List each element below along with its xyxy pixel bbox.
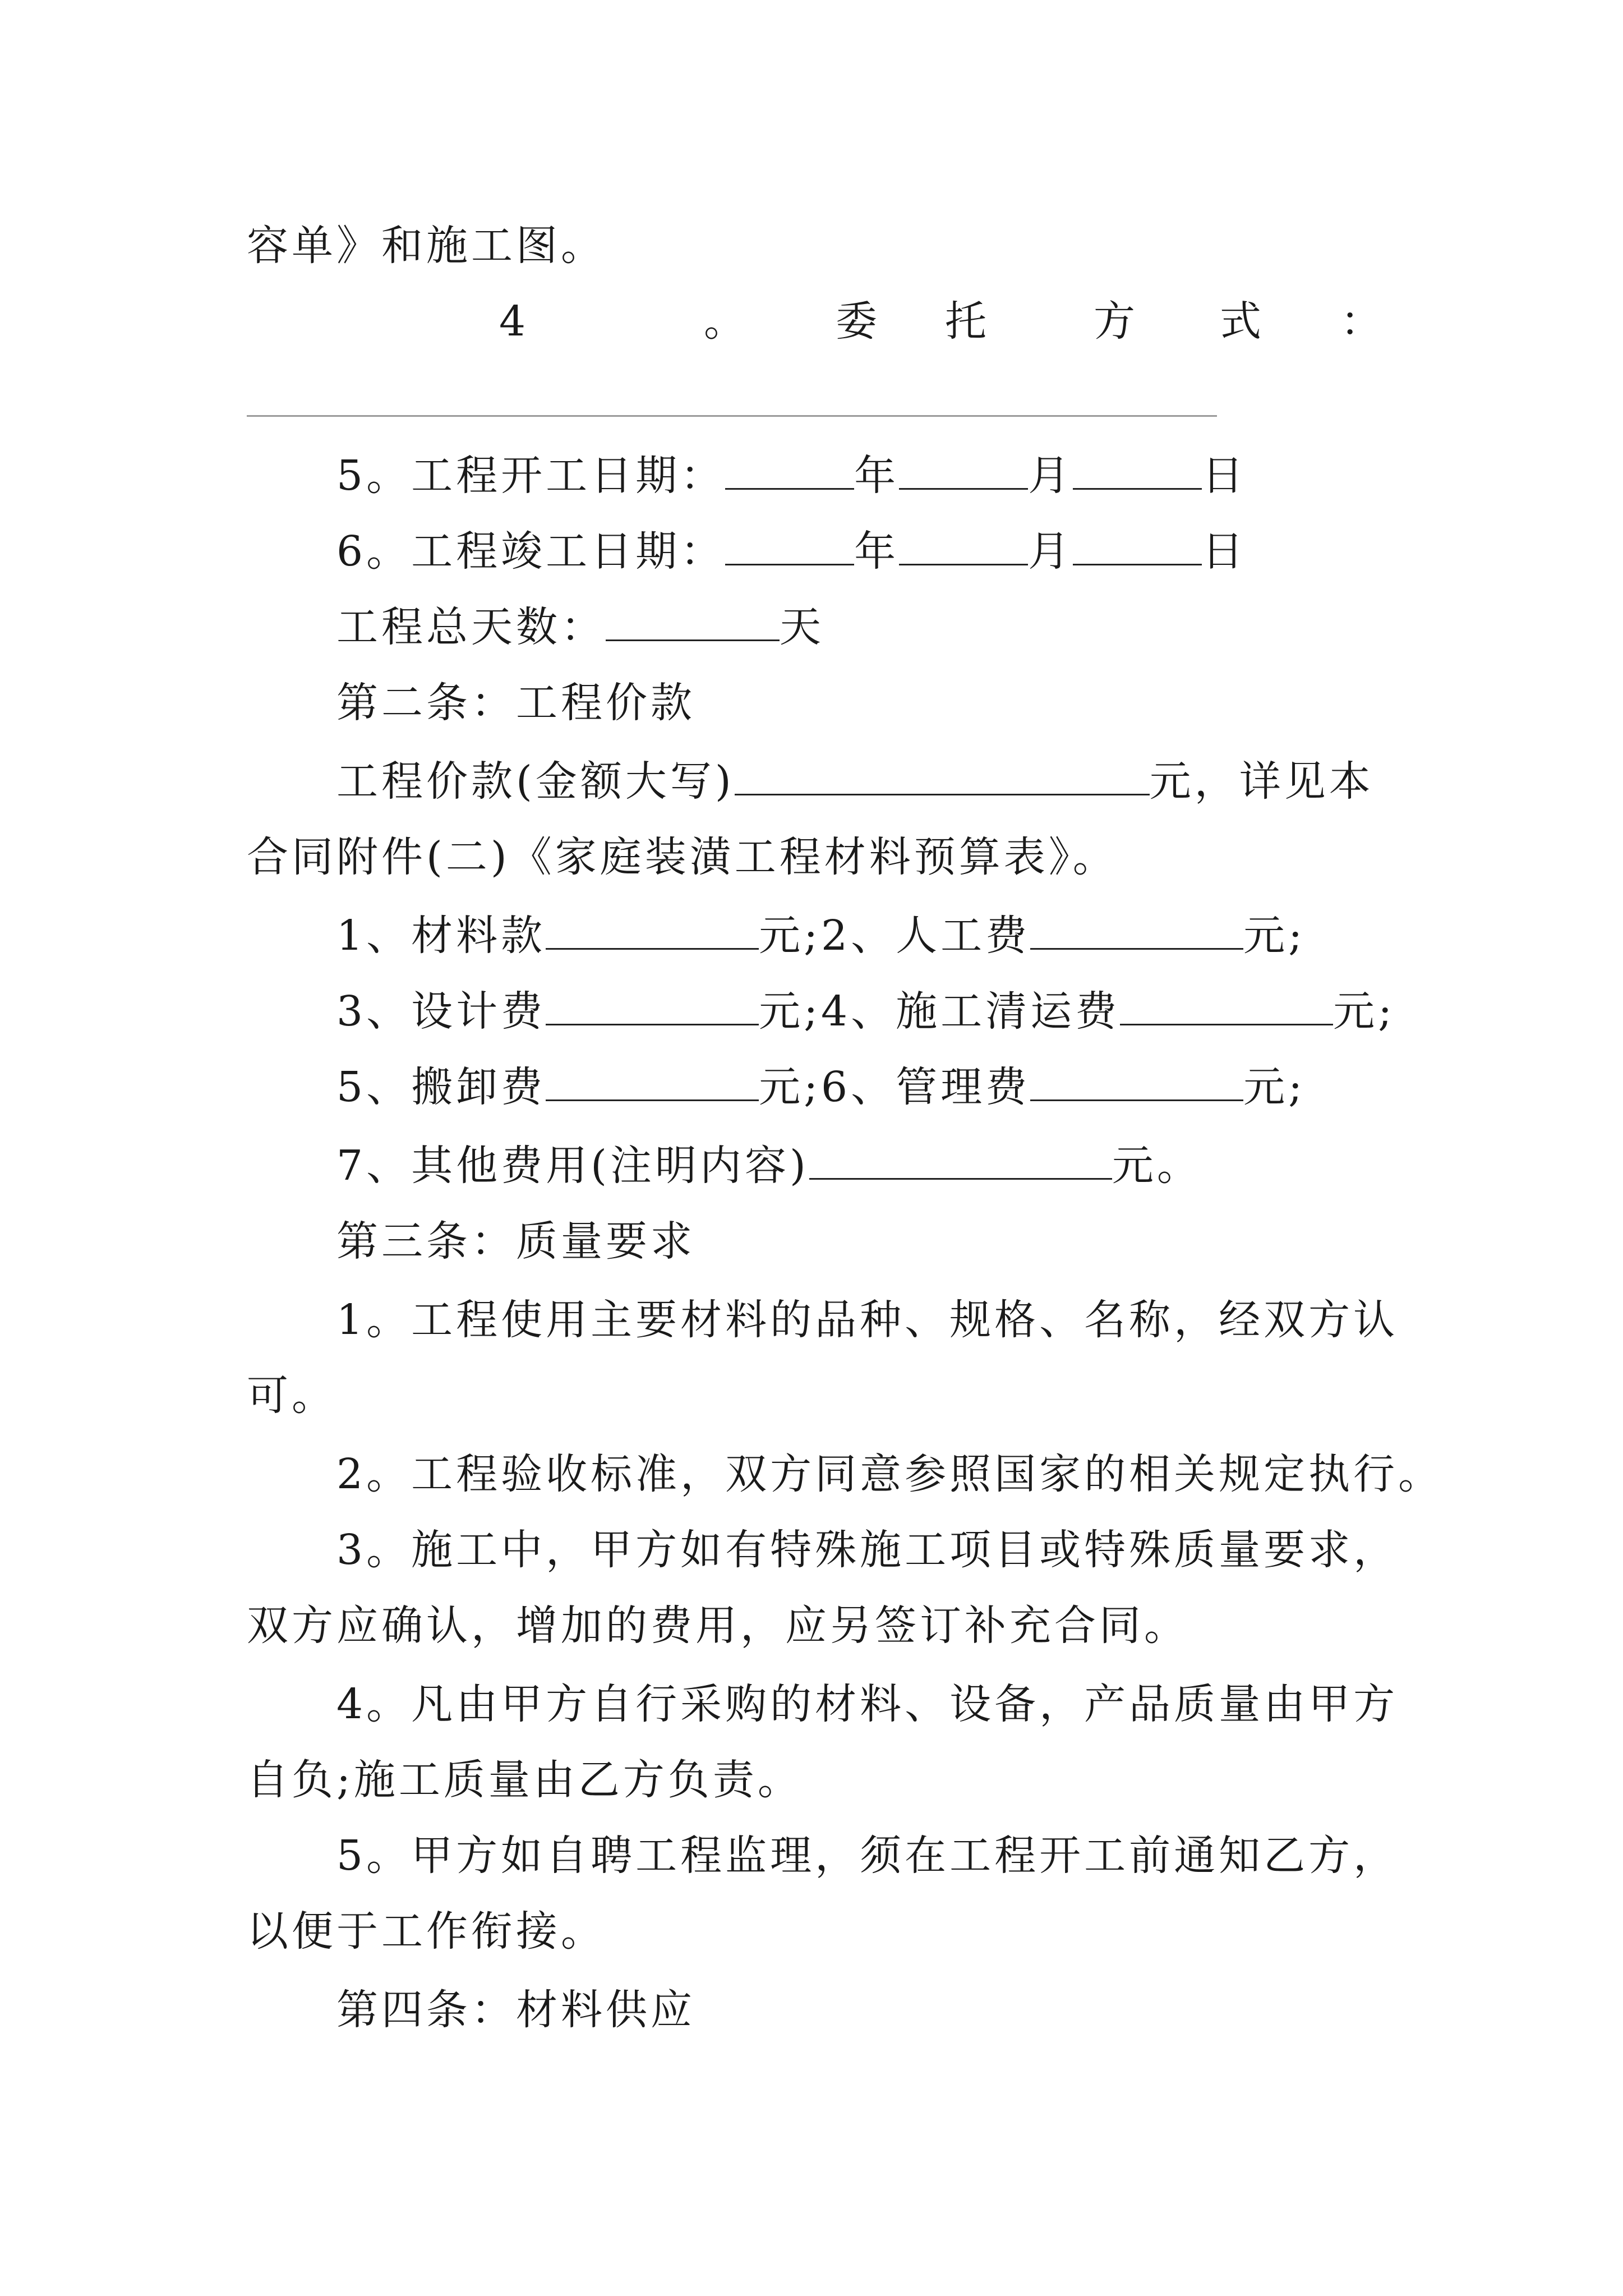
blank-field[interactable]: [725, 449, 854, 490]
blank-field[interactable]: [899, 524, 1028, 565]
fee-unit: 元。: [1112, 1142, 1202, 1190]
fee-label: 5、搬卸费: [336, 1063, 546, 1111]
article-heading: 第四条：材料供应: [336, 1986, 695, 2034]
text-line: 5。甲方如自聘工程监理，须在工程开工前通知乙方，: [336, 1832, 1399, 1880]
fee-label: 元;2、人工费: [759, 912, 1031, 960]
fee-line: [336, 984, 1395, 1038]
price-label: 工程价款(金额大写): [336, 757, 735, 806]
entrust-fill-line: [247, 415, 1217, 417]
blank-field[interactable]: [546, 984, 759, 1025]
price-suffix: 元，详见本: [1149, 757, 1374, 806]
blank-field[interactable]: [1030, 909, 1243, 950]
days-unit: 天: [780, 603, 824, 651]
entrust-char: 4: [499, 297, 526, 346]
entrust-char: 。: [704, 297, 745, 346]
blank-field[interactable]: [546, 1060, 759, 1101]
blank-field[interactable]: [899, 449, 1028, 490]
fee-label: 1、材料款: [336, 912, 546, 960]
fee-line: [336, 1060, 1306, 1114]
entrust-char: ：: [1340, 297, 1382, 346]
text-line: 2。工程验收标准，双方同意参照国家的相关规定执行。: [336, 1450, 1444, 1498]
text-line: 合同附件(二)《家庭装潢工程材料预算表》。: [247, 833, 1118, 881]
blank-field[interactable]: [1030, 1060, 1243, 1101]
day-label: 日: [1202, 452, 1247, 500]
text-line: 自负;施工质量由乙方负责。: [247, 1756, 803, 1804]
year-label: 年: [854, 452, 900, 500]
month-label: 月: [1028, 527, 1073, 576]
blank-field[interactable]: [1073, 449, 1202, 490]
text-line: 可。: [247, 1372, 336, 1420]
fee-line: [336, 1139, 1202, 1193]
entrust-char: 托: [945, 297, 986, 346]
blank-field[interactable]: [606, 600, 780, 641]
article-heading: 第二条：工程价款: [336, 679, 695, 727]
fee-unit: 元;: [1243, 912, 1306, 960]
total-days-line: [336, 600, 824, 654]
fee-line: [336, 909, 1306, 963]
month-label: 月: [1028, 452, 1073, 500]
start-date-label: 5。工程开工日期：: [336, 452, 726, 500]
entrust-char: 方: [1094, 297, 1135, 346]
text-line: 1。工程使用主要材料的品种、规格、名称，经双方认: [336, 1296, 1399, 1344]
text-line: 4。凡由甲方自行采购的材料、设备，产品质量由甲方: [336, 1680, 1399, 1728]
entrust-char: 式: [1220, 297, 1261, 346]
fee-label: 3、设计费: [336, 987, 546, 1036]
blank-field[interactable]: [1120, 984, 1333, 1025]
end-date-line: [336, 524, 1247, 578]
blank-field[interactable]: [809, 1139, 1112, 1180]
fee-label: 元;4、施工清运费: [759, 987, 1121, 1036]
entrust-char: 委: [836, 297, 877, 346]
price-line: [336, 754, 1374, 808]
fee-label: 元;6、管理费: [759, 1063, 1031, 1111]
fee-unit: 元;: [1243, 1063, 1306, 1111]
blank-field[interactable]: [546, 909, 759, 950]
fee-unit: 元;: [1333, 987, 1396, 1036]
text-line: 容单》和施工图。: [247, 222, 606, 270]
article-heading: 第三条：质量要求: [336, 1217, 695, 1266]
year-label: 年: [854, 527, 900, 576]
text-line: 以便于工作衔接。: [247, 1907, 606, 1955]
fee-label: 7、其他费用(注明内容): [336, 1142, 809, 1190]
day-label: 日: [1202, 527, 1247, 576]
total-days-label: 工程总天数：: [336, 603, 606, 651]
start-date-line: [336, 449, 1247, 503]
blank-field[interactable]: [735, 754, 1150, 795]
blank-field[interactable]: [725, 524, 854, 565]
text-line: 3。施工中，甲方如有特殊施工项目或特殊质量要求，: [336, 1526, 1399, 1574]
text-line: 双方应确认，增加的费用，应另签订补充合同。: [247, 1602, 1189, 1650]
end-date-label: 6。工程竣工日期：: [336, 527, 726, 576]
blank-field[interactable]: [1073, 524, 1202, 565]
